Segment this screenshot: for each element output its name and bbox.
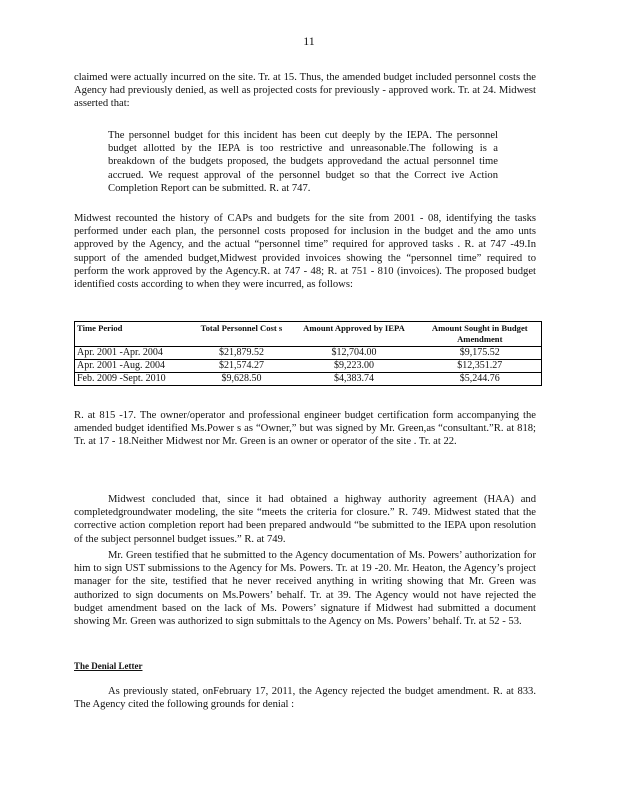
budget-table (74, 321, 542, 386)
cell-period: Apr. 2001 -Apr. 2004 (75, 347, 194, 360)
paragraph-closure: Midwest concluded that, since it had obtained a highway authority agreement (HAA) and completedgroundwater modeling, the site “meets the criteria for closure.” R. 749. Midwest stated that the corrective action completion report had been prepared andwould “be submitted to the IEPA upon resolution of the subject personnel budget issues.” R. at 749. (74, 494, 536, 545)
cell-sought: $12,351.27 (419, 360, 542, 373)
paragraph-certification: R. at 815 -17. The owner/operator and professional engineer budget certification form accompanying the amended budget identified Ms.Power s as “Owner,” but was signed by Mr. Green,as “consultant.”R. at 818; Tr. at 17 - 18.Neither Midwest nor Mr. Green is an owner or operator of the site . Tr. at 22. (74, 410, 536, 448)
cell-total: $21,574.27 (193, 360, 289, 373)
cell-sought: $5,244.76 (419, 373, 542, 386)
table-row (75, 360, 542, 373)
cell-total: $21,879.52 (193, 347, 289, 360)
header-amount-approved: Amount Approved by IEPA (289, 322, 418, 347)
cell-approved: $4,383.74 (289, 373, 418, 386)
header-total-personnel-cost: Total Personnel Cost s (193, 322, 289, 347)
cell-approved: $12,704.00 (289, 347, 418, 360)
table-row (75, 373, 542, 386)
header-time-period: Time Period (75, 322, 194, 347)
cell-total: $9,628.50 (193, 373, 289, 386)
cell-period: Feb. 2009 -Sept. 2010 (75, 373, 194, 386)
paragraph-testimony: Mr. Green testified that he submitted to the Agency documentation of Ms. Powers’ authorization for him to sign UST submissions to the Agency for Ms. Powers. Tr. at 19 -20. Mr. Heaton, the Agency’s project manager for the site, testified that he never received anything in writing showing that Mr. Green was authorized to sign documents on Ms.Powers’ behalf. Tr. at 39. The Agency would not have rejected the budget amendment based on the lack of Ms. Powers’ signature if Midwest had submitted a document showing Mr. Green was authorized to sign submittals to the Agency on Ms. Powers’ behalf. Tr. at 52 - 53. (74, 550, 536, 628)
paragraph-claimed: claimed were actually incurred on the site. Tr. at 15. Thus, the amended budget included personnel costs the Agency had previously denied, as well as projected costs for previously - approved work. Tr. at 24. Midwest asserted that: (74, 72, 536, 110)
paragraph-history: Midwest recounted the history of CAPs and budgets for the site from 2001 - 08, identifying the tasks performed under each plan, the personnel costs proposed for inclusion in the budget and the amo unts approved by the Agency, and the actual “personnel time” required for approved tasks . R. at 747 -49.In support of the amended budget,Midwest provided invoices showing the “personnel time” required to perform the work approved by the Agency.R. at 747 - 48; R. at 751 - 810 (invoices). The proposed budget identified costs according to when they were incurred, as follows: (74, 213, 536, 291)
table-row (75, 347, 542, 360)
section-heading: The Denial Letter (74, 661, 143, 671)
cell-period: Apr. 2001 -Aug. 2004 (75, 360, 194, 373)
cell-approved: $9,223.00 (289, 360, 418, 373)
table-header-row (75, 322, 542, 347)
header-amount-sought: Amount Sought in Budget Amendment (419, 322, 542, 347)
cell-sought: $9,175.52 (419, 347, 542, 360)
page-number: 11 (303, 34, 315, 48)
paragraph-denial: As previously stated, onFebruary 17, 2011, the Agency rejected the budget amendment. R. at 833. The Agency cited the following grounds for denial : (74, 686, 536, 711)
block-quote: The personnel budget for this incident has been cut deeply by the IEPA. The personnel budget allotted by the IEPA is too restrictive and unreasonable.The following is a breakdown of the budgets proposed, the budgets approvedand the actual personnel time accrued. We request approval of the personnel budget so that the Correct ive Action Completion Report can be submitted. R. at 747. (108, 130, 498, 194)
